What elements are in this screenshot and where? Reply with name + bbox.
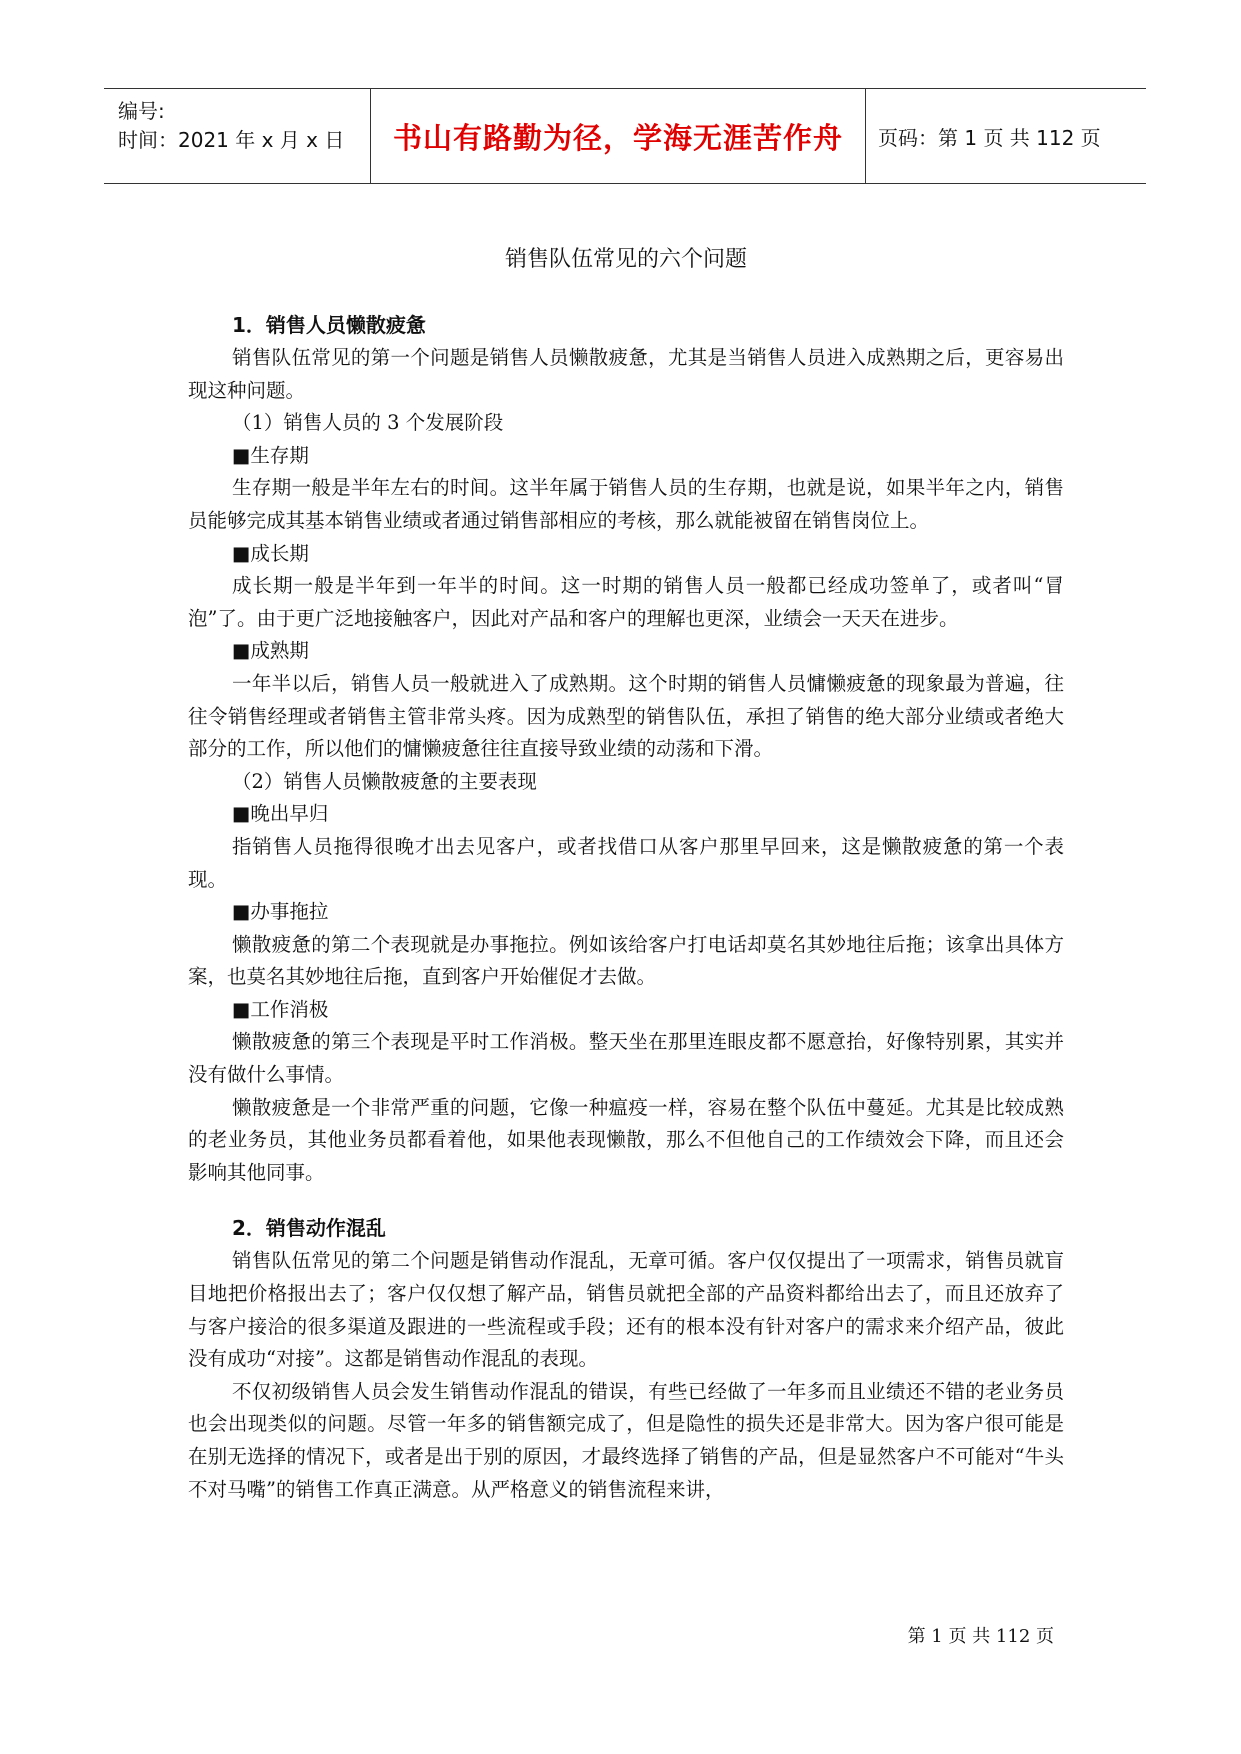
page-footer: 第 1 页 共 112 页: [907, 1626, 1054, 1647]
stage-3-title: ■成熟期: [232, 639, 309, 663]
stage-1-text: 生存期一般是半年左右的时间。这半年属于销售人员的生存期，也就是说，如果半年之内，销售员能够完成其基本销售业绩或者通过销售部相应的考核，那么就能被留在销售岗位上。: [188, 476, 1064, 532]
header-page-info: 页码：第 1 页 共 112 页: [878, 125, 1101, 150]
symptom-3-text: 懒散疲惫的第三个表现是平时工作消极。整天坐在那里连眼皮都不愿意抬，好像特别累，其实并没有做什么事情。: [188, 1030, 1064, 1087]
document-title: 销售队伍常见的六个问题: [504, 247, 747, 272]
stage-2-text: 成长期一般是半年到一年半的时间。这一时期的销售人员一般都已经成功签单了，或者叫“冒泡”了。由于更广泛地接触客户，因此对产品和客户的理解也更深，业绩会一天天在进步。: [188, 574, 1064, 630]
section-1-closing: 懒散疲惫是一个非常严重的问题，它像一种瘟疫一样，容易在整个队伍中蔓延。尤其是比较成熟的老业务员，其他业务员都看着他，如果他表现懒散，那么不但他自己的工作绩效会下降，而且还会影响其他同事。: [188, 1095, 1064, 1184]
document-body: [188, 240, 1064, 1506]
section-2-heading: 2．销售动作混乱: [232, 1216, 386, 1241]
section-1-intro: 销售队伍常见的第一个问题是销售人员懒散疲惫，尤其是当销售人员进入成熟期之后，更容易出现这种问题。: [188, 346, 1064, 402]
symptom-1-title: ■晚出早归: [232, 802, 329, 826]
section-spacer: [188, 1189, 1064, 1211]
symptom-2-title: ■办事拖拉: [232, 900, 329, 924]
stage-1-title: ■生存期: [232, 443, 309, 467]
subsection-2-title: （2）销售人员懒散疲惫的主要表现: [232, 769, 537, 793]
document-number-label: 编号:: [118, 99, 165, 123]
page-header: [104, 88, 1146, 184]
header-motto-cell: [371, 89, 866, 183]
header-motto: 书山有路勤为径，学海无涯苦作舟: [392, 120, 843, 155]
symptom-1-text: 指销售人员拖得很晚才出去见客户，或者找借口从客户那里早回来，这是懒散疲惫的第一个表现。: [188, 834, 1064, 891]
symptom-3-title: ■工作消极: [232, 997, 329, 1021]
symptom-2-text: 懒散疲惫的第二个表现就是办事拖拉。例如该给客户打电话却莫名其妙地往后拖；该拿出具体方案，也莫名其妙地往后拖，直到客户开始催促才去做。: [188, 932, 1064, 989]
section-2-paragraph-1: 销售队伍常见的第二个问题是销售动作混乱，无章可循。客户仅仅提出了一项需求，销售员就盲目地把价格报出去了；客户仅仅想了解产品，销售员就把全部的产品资料都给出去了，而且还放弃了与客户接洽的很多渠道及跟进的一些流程或手段；还有的根本没有针对客户的需求来介绍产品，彼此没有成功“对接”。这都是销售动作混乱的表现。: [188, 1249, 1064, 1371]
stage-3-text: 一年半以后，销售人员一般就进入了成熟期。这个时期的销售人员慵懒疲惫的现象最为普遍，往往令销售经理或者销售主管非常头疼。因为成熟型的销售队伍，承担了销售的绝大部分业绩或者绝大部分的工作，所以他们的慵懒疲惫往往直接导致业绩的动荡和下滑。: [188, 671, 1064, 761]
header-meta: [104, 89, 371, 183]
section-1-heading: 1．销售人员懒散疲惫: [232, 313, 426, 337]
subsection-1-title: （1）销售人员的 3 个发展阶段: [232, 411, 504, 435]
stage-2-title: ■成长期: [232, 541, 309, 565]
document-time-label: 时间：2021 年 x 月 x 日: [118, 128, 345, 152]
section-2-paragraph-2: 不仅初级销售人员会发生销售动作混乱的错误，有些已经做了一年多而且业绩还不错的老业务员也会出现类似的问题。尽管一年多的销售额完成了，但是隐性的损失还是非常大。因为客户很可能是在别无选择的情况下，或者是出于别的原因，才最终选择了销售的产品，但是显然客户不可能对“牛头不对马嘴”的销售工作真正满意。从严格意义的销售流程来讲，: [188, 1379, 1064, 1501]
